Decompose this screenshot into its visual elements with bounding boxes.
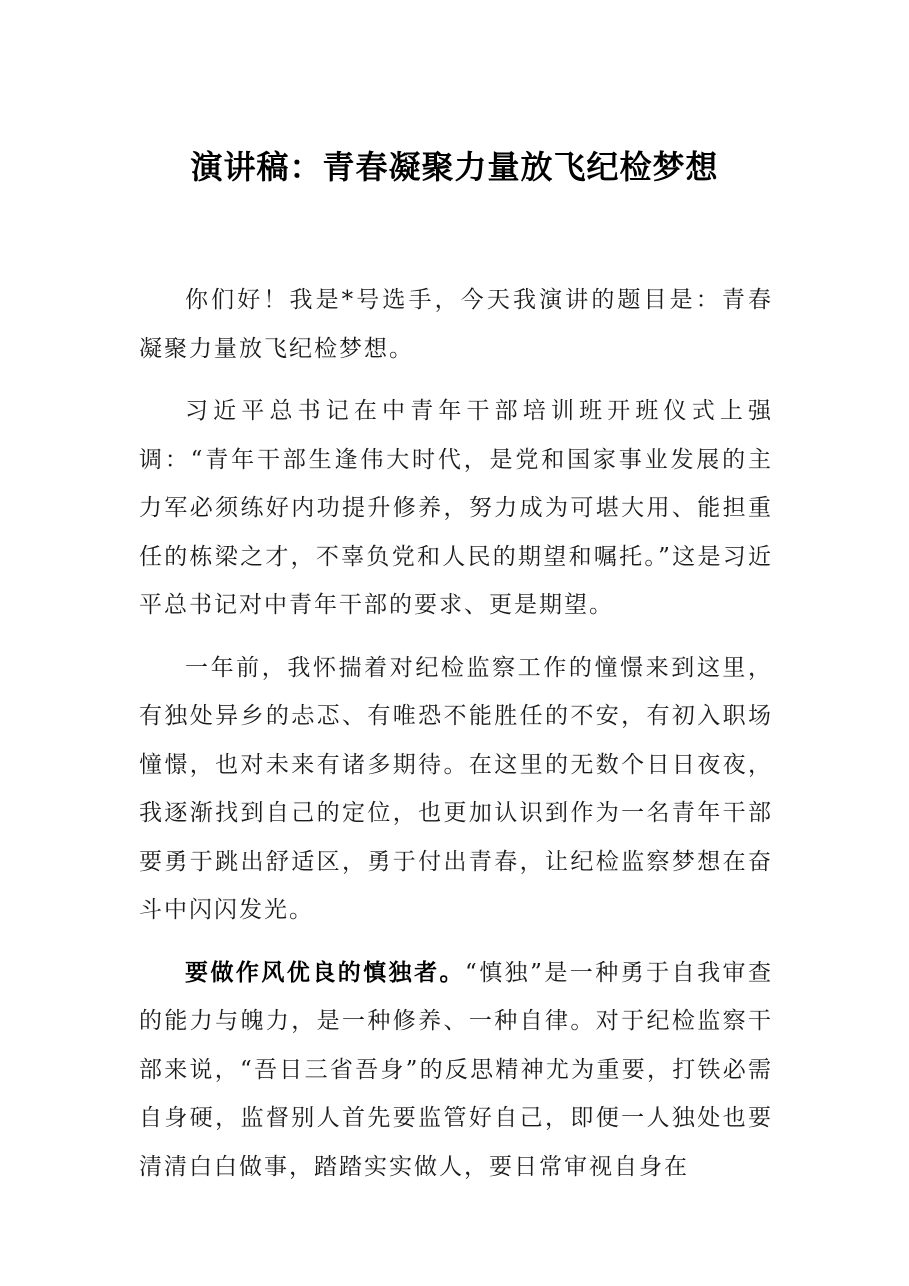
paragraph-3 (139, 644, 773, 935)
paragraph-1 (139, 276, 773, 373)
paragraph-4 (139, 949, 773, 1192)
paragraph-1-text: 你们好！我是*号选手，今天我演讲的题目是：青春凝聚力量放飞纪检梦想。 (139, 287, 773, 362)
document-body (139, 276, 773, 1205)
paragraph-4-lead: 要做作风优良的慎独者。 (185, 958, 466, 986)
paragraph-2 (139, 387, 773, 630)
paragraph-2-text: 习近平总书记在中青年干部培训班开班仪式上强调：“青年干部生逢伟大时代，是党和国家事业发展的主力军必须练好内功提升修养，努力成为可堪大用、能担重任的栋梁之才，不辜负党和人民的期望和嘱托。”这是习近平总书记对中青年干部的要求、更是期望。 (139, 398, 773, 618)
document-title: 演讲稿：青春凝聚力量放飞纪检梦想 (190, 148, 719, 186)
paragraph-3-text: 一年前，我怀揣着对纪检监察工作的憧憬来到这里，有独处异乡的忐忑、有唯恐不能胜任的不安，有初入职场憧憬，也对未来有诸多期待。在这里的无数个日日夜夜，我逐渐找到自己的定位，也更加认识到作为一名青年干部要勇于跳出舒适区，勇于付出青春，让纪检监察梦想在奋斗中闪闪发光。 (139, 654, 773, 923)
paragraph-4-text: “慎独”是一种勇于自我审查的能力与魄力，是一种修养、一种自律。对于纪检监察干部来说，“吾日三省吾身”的反思精神尤为重要，打铁必需自身硬，监督别人首先要监管好自己，即便一人独处也要清清白白做事，踏踏实实做人，要日常审视自身在 (139, 959, 773, 1180)
